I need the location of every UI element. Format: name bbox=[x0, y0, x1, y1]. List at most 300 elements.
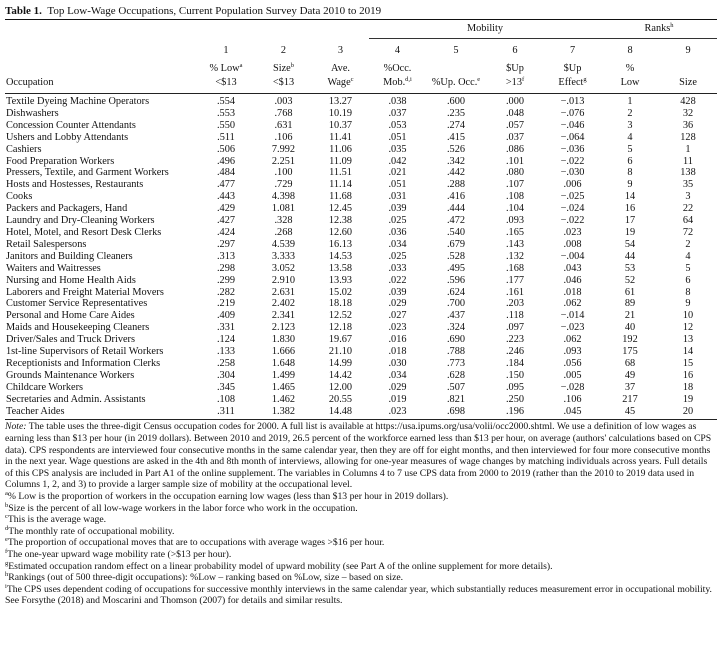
bottom-rule bbox=[5, 419, 717, 420]
table-cell: .031 bbox=[388, 191, 407, 203]
table-cell: .030 bbox=[388, 357, 407, 369]
table-cell: .037 bbox=[388, 107, 407, 119]
table-cell: .268 bbox=[274, 226, 293, 238]
table-cell: .773 bbox=[446, 357, 466, 369]
table-cell: .023 bbox=[388, 405, 407, 417]
table-cell: 45 bbox=[624, 405, 636, 417]
table-cell: 11.09 bbox=[329, 155, 352, 167]
table-row bbox=[5, 334, 717, 346]
table-cell: .444 bbox=[446, 203, 466, 215]
table-cell: .100 bbox=[274, 167, 293, 179]
mobility-group-header: Mobility bbox=[369, 20, 601, 38]
table-cell: 1 bbox=[685, 143, 691, 155]
occupation-name: Pressers, Textile, and Garment Workers bbox=[6, 167, 169, 179]
table-cell: .062 bbox=[563, 334, 582, 346]
table-row bbox=[5, 132, 717, 144]
table-cell: 11.41 bbox=[329, 131, 352, 143]
occupation-name: Retail Salespersons bbox=[6, 238, 87, 250]
occupation-name: Laborers and Freight Material Movers bbox=[6, 286, 164, 298]
table-cell: 32 bbox=[682, 107, 694, 119]
table-cell: 1.081 bbox=[271, 203, 296, 215]
table-cell: 2.402 bbox=[271, 298, 296, 310]
table-cell: .023 bbox=[388, 322, 407, 334]
table-cell: .008 bbox=[563, 238, 582, 250]
table-cell: .053 bbox=[388, 119, 407, 131]
table-cell: .496 bbox=[216, 155, 236, 167]
table-row bbox=[5, 191, 717, 203]
table-cell: 12.00 bbox=[328, 381, 353, 393]
table-row bbox=[5, 394, 717, 406]
table-cell: −.025 bbox=[560, 191, 585, 203]
table-cell: 49 bbox=[624, 369, 636, 381]
occupation-name: Textile Dyeing Machine Operators bbox=[6, 96, 150, 107]
table-cell: .132 bbox=[505, 250, 525, 262]
table-cell: .005 bbox=[563, 369, 582, 381]
table-cell: 12 bbox=[682, 322, 694, 334]
table-row bbox=[5, 215, 717, 227]
column-number-row bbox=[5, 38, 717, 62]
table-cell: 13 bbox=[682, 334, 694, 346]
table-cell: 11.68 bbox=[329, 191, 352, 203]
table-cell: .507 bbox=[446, 381, 466, 393]
table-cell: −.022 bbox=[560, 215, 585, 227]
table-cell: .324 bbox=[446, 322, 466, 334]
table-row bbox=[5, 322, 717, 334]
table-cell: 14.53 bbox=[328, 250, 353, 262]
table-cell: .235 bbox=[446, 107, 466, 119]
table-cell: 35 bbox=[682, 179, 694, 191]
table-cell: 1.666 bbox=[271, 346, 296, 358]
table-cell: 14.48 bbox=[328, 405, 353, 417]
table-cell: 1.648 bbox=[271, 357, 296, 369]
table-cell: 428 bbox=[680, 96, 696, 107]
table-cell: .297 bbox=[216, 238, 236, 250]
table-cell: .025 bbox=[388, 250, 407, 262]
table-cell: .250 bbox=[505, 393, 525, 405]
table-cell: .553 bbox=[216, 107, 236, 119]
table-cell: 13.58 bbox=[328, 262, 353, 274]
table-cell: .424 bbox=[216, 226, 236, 238]
table-cell: 5 bbox=[685, 262, 691, 274]
table-cell: .427 bbox=[216, 215, 236, 227]
table-cell: 21 bbox=[624, 310, 636, 322]
table-cell: 2.631 bbox=[271, 286, 296, 298]
table-cell: .219 bbox=[216, 298, 236, 310]
table-cell: .025 bbox=[388, 215, 407, 227]
table-cell: 11.14 bbox=[329, 179, 352, 191]
table-cell: .080 bbox=[505, 167, 525, 179]
table-cell: .000 bbox=[505, 96, 525, 107]
wage-table-body bbox=[5, 96, 717, 417]
col-number: 6 bbox=[512, 44, 518, 56]
footnote: $^a$% Low is the proportion of workers in the occupation earning low wages (less than $13 per hour in 2019 dollars). bbox=[5, 490, 449, 503]
table-cell: .048 bbox=[505, 107, 525, 119]
table-cell: −.022 bbox=[560, 155, 585, 167]
occupation-name: Customer Service Representatives bbox=[6, 298, 148, 310]
table-cell: 3 bbox=[685, 191, 691, 203]
table-cell: 12.52 bbox=[328, 310, 353, 322]
table-cell: .288 bbox=[446, 179, 466, 191]
table-row bbox=[5, 287, 717, 299]
table-row bbox=[5, 156, 717, 168]
footnote: $^h$Rankings (out of 500 three-digit occupations): %Low – ranking based on %Low, size – based on size. bbox=[5, 571, 404, 584]
table-row bbox=[5, 108, 717, 120]
table-cell: 1.499 bbox=[271, 369, 296, 381]
table-cell: .700 bbox=[446, 298, 466, 310]
table-cell: −.030 bbox=[560, 167, 585, 179]
table-cell: .018 bbox=[563, 286, 582, 298]
table-cell: .107 bbox=[505, 179, 525, 191]
table-cell: 68 bbox=[624, 357, 636, 369]
table-cell: .528 bbox=[446, 250, 466, 262]
table-cell: .313 bbox=[216, 250, 236, 262]
table-cell: 4 bbox=[627, 131, 633, 143]
table-notes bbox=[5, 421, 717, 607]
table-cell: .019 bbox=[388, 393, 407, 405]
column-header-line2: Occupation <$13 <$13 Wage$^c$ Mob.$^{d,i}$ %Up. Occ.$^e$ $>13^f$ Effect$^g$ Low Size bbox=[6, 76, 697, 88]
table-cell: .416 bbox=[446, 191, 466, 203]
table-cell: 4 bbox=[685, 250, 691, 262]
table-cell: .203 bbox=[505, 298, 525, 310]
table-cell: 54 bbox=[624, 238, 636, 250]
table-cell: .540 bbox=[446, 226, 466, 238]
header-rule bbox=[5, 93, 717, 94]
table-cell: 2.251 bbox=[271, 155, 296, 167]
table-cell: 16.13 bbox=[328, 238, 353, 250]
table-cell: .150 bbox=[505, 369, 525, 381]
col-number: 7 bbox=[569, 44, 576, 56]
table-cell: 1.830 bbox=[271, 334, 296, 346]
occupation-name: Hotel, Motel, and Resort Desk Clerks bbox=[6, 226, 162, 238]
table-cell: .093 bbox=[505, 215, 525, 227]
table-cell: 12.18 bbox=[328, 322, 353, 334]
footnote: $^g$Estimated occupation random effect on a linear probability model of upward mobility (see Part A of the online supplement for more details). bbox=[5, 559, 553, 572]
table-cell: .624 bbox=[446, 286, 466, 298]
col-number: 2 bbox=[280, 44, 287, 56]
table-cell: .177 bbox=[505, 274, 525, 286]
table-cell: .018 bbox=[388, 346, 407, 358]
table-cell: .184 bbox=[505, 357, 525, 369]
table-cell: 72 bbox=[682, 226, 694, 238]
table-cell: −.028 bbox=[560, 381, 585, 393]
table-row bbox=[5, 310, 717, 322]
table-cell: .143 bbox=[505, 238, 525, 250]
table-cell: 12.45 bbox=[328, 203, 353, 215]
table-cell: .506 bbox=[216, 143, 236, 155]
table-cell: .345 bbox=[216, 381, 236, 393]
table-cell: 1 bbox=[627, 96, 633, 107]
table-cell: 11.06 bbox=[329, 143, 352, 155]
table-row bbox=[5, 263, 717, 275]
table-cell: 3 bbox=[627, 119, 633, 131]
table-cell: 4.398 bbox=[271, 191, 296, 203]
table-cell: .038 bbox=[388, 96, 407, 107]
table-cell: 9 bbox=[685, 298, 691, 310]
table-cell: 19 bbox=[624, 226, 636, 238]
table-cell: 14 bbox=[624, 191, 636, 203]
table-cell: 128 bbox=[680, 131, 696, 143]
table-cell: 2 bbox=[627, 107, 633, 119]
occupation-name: Concession Counter Attendants bbox=[6, 119, 136, 131]
table-cell: .690 bbox=[446, 334, 466, 346]
table-cell: .223 bbox=[505, 334, 525, 346]
table-cell: 2.123 bbox=[271, 322, 296, 334]
table-cell: 36 bbox=[682, 119, 694, 131]
table-cell: .108 bbox=[505, 191, 525, 203]
table-cell: .415 bbox=[446, 131, 466, 143]
table-cell: .443 bbox=[216, 191, 236, 203]
occupation-name: Maids and Housekeeping Cleaners bbox=[6, 322, 150, 334]
table-cell: 9 bbox=[627, 179, 633, 191]
table-cell: .029 bbox=[388, 298, 407, 310]
footnote: $^c$This is the average wage. bbox=[5, 513, 107, 526]
table-row bbox=[5, 144, 717, 156]
table-row bbox=[5, 298, 717, 310]
table-cell: 15 bbox=[682, 357, 694, 369]
table-row bbox=[5, 239, 717, 251]
table-cell: 19 bbox=[682, 393, 694, 405]
table-cell: 1.462 bbox=[271, 393, 296, 405]
table-cell: 10.37 bbox=[328, 119, 353, 131]
table-cell: .057 bbox=[505, 119, 525, 131]
table-cell: .484 bbox=[216, 167, 236, 179]
table-cell: 16 bbox=[682, 369, 694, 381]
occupation-name: Cashiers bbox=[6, 143, 42, 155]
table-cell: .095 bbox=[505, 381, 525, 393]
table-cell: .133 bbox=[216, 346, 236, 358]
col-number: 3 bbox=[337, 44, 344, 56]
table-cell: 10 bbox=[682, 310, 694, 322]
table-cell: .442 bbox=[446, 167, 466, 179]
table-row bbox=[5, 358, 717, 370]
occupation-name: Packers and Packagers, Hand bbox=[6, 203, 128, 215]
table-row bbox=[5, 120, 717, 132]
table-cell: .036 bbox=[388, 226, 407, 238]
table-row bbox=[5, 251, 717, 263]
table-cell: .097 bbox=[505, 322, 525, 334]
table-cell: 2 bbox=[685, 238, 691, 250]
occupation-name: Janitors and Building Cleaners bbox=[6, 250, 133, 262]
table-cell: .298 bbox=[216, 262, 236, 274]
table-cell: .023 bbox=[563, 226, 582, 238]
table-cell: .258 bbox=[216, 357, 236, 369]
table-cell: 64 bbox=[682, 215, 694, 227]
table-cell: 18 bbox=[682, 381, 694, 393]
table-cell: .104 bbox=[505, 203, 525, 215]
table-cell: 52 bbox=[624, 274, 636, 286]
table-cell: 14.99 bbox=[328, 357, 353, 369]
col-number: 9 bbox=[685, 44, 691, 56]
occupation-name: Laundry and Dry-Cleaning Workers bbox=[6, 215, 155, 227]
table-cell: 3.333 bbox=[271, 250, 296, 262]
table-cell: 6 bbox=[685, 274, 691, 286]
occupation-name: Ushers and Lobby Attendants bbox=[6, 131, 129, 143]
table-title-text: Top Low-Wage Occupations, Current Population Survey Data 2010 to 2019 bbox=[47, 5, 382, 17]
table-cell: 44 bbox=[624, 250, 636, 262]
table-cell: .027 bbox=[388, 310, 407, 322]
table-cell: .698 bbox=[446, 405, 466, 417]
table-cell: .409 bbox=[216, 310, 236, 322]
occupation-name: Food Preparation Workers bbox=[6, 155, 115, 167]
table-cell: .101 bbox=[505, 155, 525, 167]
table-cell: .029 bbox=[388, 381, 407, 393]
occupation-name: Personal and Home Care Aides bbox=[6, 310, 135, 322]
table-cell: 17 bbox=[624, 215, 636, 227]
table-cell: 12.38 bbox=[328, 215, 353, 227]
table-title bbox=[5, 4, 717, 19]
occupation-name: Receptionists and Information Clerks bbox=[6, 357, 161, 369]
table-row bbox=[5, 346, 717, 358]
table-cell: 5 bbox=[627, 143, 633, 155]
occupation-name: Dishwashers bbox=[6, 107, 59, 119]
table-cell: .429 bbox=[216, 203, 236, 215]
table-cell: .033 bbox=[388, 262, 407, 274]
table-cell: −.076 bbox=[560, 107, 585, 119]
table-row bbox=[5, 406, 717, 418]
table-cell: .596 bbox=[446, 274, 466, 286]
table-cell: .554 bbox=[216, 96, 236, 107]
table-cell: 4.539 bbox=[271, 238, 296, 250]
table-cell: .039 bbox=[388, 203, 407, 215]
table-cell: 19.67 bbox=[328, 334, 353, 346]
table-cell: .342 bbox=[446, 155, 466, 167]
table-cell: 14 bbox=[682, 346, 694, 358]
occupation-name: Nursing and Home Health Aids bbox=[6, 274, 136, 286]
table-cell: .056 bbox=[563, 357, 582, 369]
table-cell: 18.18 bbox=[328, 298, 353, 310]
table-cell: −.024 bbox=[560, 203, 585, 215]
occupation-name: Secretaries and Admin. Assistants bbox=[6, 393, 146, 405]
table-cell: .472 bbox=[446, 215, 466, 227]
table-cell: 10.19 bbox=[328, 107, 353, 119]
table-cell: 22 bbox=[682, 203, 694, 215]
table-cell: .328 bbox=[274, 215, 293, 227]
table-row bbox=[5, 96, 717, 108]
footnote: $^i$The CPS uses dependent coding of occupations for successive monthly interviews in the same calendar year, which substantially reduces measurement error in occupational mobility. See Forsythe (2018) and Moscarini and Thomson (2007) for details and similar results. bbox=[5, 582, 712, 607]
table-row bbox=[5, 370, 717, 382]
table-cell: .165 bbox=[505, 226, 525, 238]
table-cell: .035 bbox=[388, 143, 407, 155]
table-cell: .511 bbox=[217, 131, 235, 143]
table-cell: 138 bbox=[680, 167, 696, 179]
footnote: $^e$The proportion of occupational moves that are to occupations with average wages >$16 per hour. bbox=[5, 536, 385, 549]
table-cell: .495 bbox=[446, 262, 466, 274]
table-cell: 217 bbox=[622, 393, 638, 405]
table-cell: .282 bbox=[216, 286, 236, 298]
ranks-group-header: Ranks$^h$ bbox=[601, 20, 717, 38]
table-cell: .246 bbox=[505, 346, 525, 358]
table-cell: .196 bbox=[505, 405, 525, 417]
table-cell: 89 bbox=[624, 298, 636, 310]
table-cell: .003 bbox=[274, 96, 293, 107]
table-cell: 192 bbox=[622, 334, 638, 346]
table-cell: 8 bbox=[627, 167, 633, 179]
table-cell: .042 bbox=[388, 155, 407, 167]
table-cell: .628 bbox=[446, 369, 466, 381]
occupation-name: Childcare Workers bbox=[6, 381, 84, 393]
occupation-name: 1st-line Supervisors of Retail Workers bbox=[6, 346, 164, 358]
table-cell: .086 bbox=[505, 143, 525, 155]
table-cell: .631 bbox=[274, 119, 293, 131]
occupation-name: Cooks bbox=[6, 191, 33, 203]
table-cell: .768 bbox=[274, 107, 293, 119]
occupation-name: Hosts and Hostesses, Restaurants bbox=[6, 179, 144, 191]
table-cell: .037 bbox=[505, 131, 525, 143]
column-header-line1: % Low$^a$ Size$^b$ Ave. %Occ. $Up $Up % bbox=[209, 62, 635, 74]
table-cell: .311 bbox=[217, 405, 235, 417]
table-cell: .437 bbox=[446, 310, 466, 322]
table-cell: 6 bbox=[627, 155, 633, 167]
table-cell: .022 bbox=[388, 274, 407, 286]
table-cell: .034 bbox=[388, 369, 407, 381]
table-row bbox=[5, 179, 717, 191]
table-cell: 14.42 bbox=[328, 369, 353, 381]
table-cell: 11.51 bbox=[329, 167, 352, 179]
table-cell: 16 bbox=[624, 203, 636, 215]
col-number: 4 bbox=[394, 44, 401, 56]
table-title-label: Table 1. bbox=[5, 5, 42, 17]
table-cell: .006 bbox=[563, 179, 582, 191]
table-cell: 40 bbox=[624, 322, 636, 334]
occupation-name: Waiters and Waitresses bbox=[6, 262, 101, 274]
table-cell: .526 bbox=[446, 143, 466, 155]
table-cell: .039 bbox=[388, 286, 407, 298]
occupation-name: Grounds Maintenance Workers bbox=[6, 369, 135, 381]
table-cell: .821 bbox=[446, 393, 466, 405]
table-cell: .046 bbox=[563, 274, 582, 286]
table-cell: 11 bbox=[683, 155, 693, 167]
table-cell: .118 bbox=[506, 310, 524, 322]
table-row bbox=[5, 203, 717, 215]
occupation-name: Driver/Sales and Truck Drivers bbox=[6, 334, 135, 346]
table-cell: .788 bbox=[446, 346, 466, 358]
table-cell: .477 bbox=[216, 179, 236, 191]
footnote: $^b$Size is the percent of all low-wage workers in the labor force who work in the occupation. bbox=[5, 501, 358, 514]
table-row bbox=[5, 275, 717, 287]
table-cell: 2.910 bbox=[271, 274, 296, 286]
table-cell: 20 bbox=[682, 405, 694, 417]
col-number: 1 bbox=[223, 44, 229, 56]
table-cell: 20.55 bbox=[328, 393, 353, 405]
table-cell: 1.382 bbox=[271, 405, 296, 417]
table-cell: .045 bbox=[563, 405, 582, 417]
table-cell: .106 bbox=[563, 393, 582, 405]
table-row bbox=[5, 167, 717, 179]
table-cell: −.004 bbox=[560, 250, 585, 262]
table-cell: .043 bbox=[563, 262, 582, 274]
table-cell: .093 bbox=[563, 346, 582, 358]
table-cell: .124 bbox=[216, 334, 236, 346]
occupation-name: Teacher Aides bbox=[6, 405, 65, 417]
table-cell: 13.93 bbox=[328, 274, 353, 286]
table-cell: 53 bbox=[624, 262, 636, 274]
table-cell: 15.02 bbox=[328, 286, 353, 298]
table-cell: −.014 bbox=[560, 310, 585, 322]
table-cell: −.046 bbox=[560, 119, 585, 131]
occupation-header: Occupation bbox=[6, 77, 54, 88]
table-cell: .108 bbox=[216, 393, 236, 405]
table-cell: 175 bbox=[622, 346, 638, 358]
table-cell: 61 bbox=[624, 286, 636, 298]
table-cell: 8 bbox=[685, 286, 691, 298]
table-cell: .168 bbox=[505, 262, 525, 274]
table-cell: .161 bbox=[505, 286, 525, 298]
table-cell: 7.992 bbox=[271, 143, 296, 155]
table-cell: .051 bbox=[388, 179, 407, 191]
table-cell: .304 bbox=[216, 369, 236, 381]
table-cell: 1.465 bbox=[271, 381, 296, 393]
table-cell: .051 bbox=[388, 131, 407, 143]
